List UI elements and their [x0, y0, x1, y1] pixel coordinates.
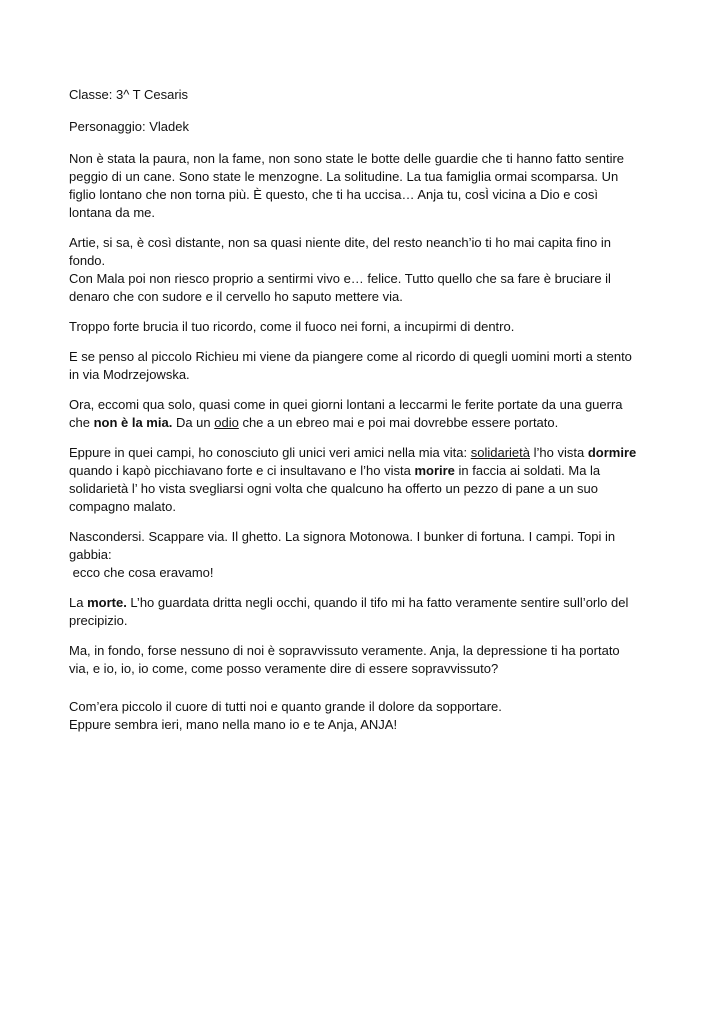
paragraph-8 — [69, 594, 661, 630]
p6-text-b: l’ho vista — [530, 445, 588, 460]
paragraph-3 — [69, 318, 661, 336]
p5-text-b: Da un — [172, 415, 215, 430]
p5-line-1: Ora, eccomi qua solo, quasi come in quei giorni lontani a leccarmi le ferite portate da una guerra — [69, 397, 623, 412]
paragraph-6 — [69, 444, 661, 516]
p1-line-2: peggio di un cane. Sono state le menzogne. La solitudine. La tua famiglia ormai scomparsa. Un — [69, 169, 619, 184]
p8-line-2: precipizio. — [69, 613, 128, 628]
p4-line-1: E se penso al piccolo Richieu mi viene da piangere come al ricordo di quegli uomini morti a stento — [69, 349, 632, 364]
p6-line-1 — [69, 444, 661, 462]
p7-line-3: ecco che cosa eravamo! — [69, 565, 214, 580]
paragraph-2 — [69, 234, 661, 306]
p6-underlined-word: solidarietà — [470, 445, 531, 460]
p8-text-la: La — [69, 595, 88, 610]
p2-line-3: Con Mala poi non riesco proprio a sentirmi vivo e… felice. Tutto quello che sa fare è bruciare il — [69, 271, 611, 286]
paragraph-4 — [69, 348, 661, 384]
character-line — [69, 118, 661, 136]
p1-line-1: Non è stata la paura, non la fame, non sono state le botte delle guardie che ti hanno fatto sentire — [69, 151, 625, 166]
p2-line-2: fondo. — [69, 253, 106, 268]
p9-line-2: via, e io, io, io come, come posso veramente dire di essere sopravvissuto? — [69, 661, 499, 676]
p1-line-3: figlio lontano che non torna più. È questo, che ti ha uccisa… Anja tu, cosÌ vicina a Dio e così — [69, 187, 598, 202]
p1-line-4: lontana da me. — [69, 205, 156, 220]
paragraph-9 — [69, 642, 661, 678]
class-label: Classe: 3^ T Cesaris — [69, 87, 189, 102]
p6-text-c: quando i kapò picchiavano forte e ci insultavano e l’ho vista — [69, 463, 415, 478]
document-page — [69, 86, 661, 746]
p7-line-1: Nascondersi. Scappare via. Il ghetto. La signora Motonowa. I bunker di fortuna. I campi. Topi in — [69, 529, 616, 544]
p5-text-a: che — [69, 415, 94, 430]
p9-line-1: Ma, in fondo, forse nessuno di noi è sopravvissuto veramente. Anja, la depressione ti ha portato — [69, 643, 620, 658]
p2-line-1: Artie, si sa, è così distante, non sa quasi niente dite, del resto neanch’io ti ho mai capita fino in — [69, 235, 611, 250]
paragraph-10 — [69, 698, 661, 734]
p6-line-2 — [69, 462, 661, 480]
paragraph-1 — [69, 150, 661, 222]
p6-line-4: compagno malato. — [69, 499, 176, 514]
p8-bold-morte: morte. — [87, 595, 127, 610]
p6-bold-dormire: dormire — [587, 445, 637, 460]
p2-line-4: denaro che con sudore e il cervello ho saputo mettere via. — [69, 289, 403, 304]
character-label: Personaggio: Vladek — [69, 119, 189, 134]
paragraph-7 — [69, 528, 661, 582]
paragraph-5 — [69, 396, 661, 432]
p10-line-1: Com’era piccolo il cuore di tutti noi e quanto grande il dolore da sopportare. — [69, 699, 502, 714]
p8-text-rest: L’ho guardata dritta negli occhi, quando il tifo mi ha fatto veramente sentire sull’orlo del — [126, 595, 629, 610]
p6-text-d: in faccia ai soldati. Ma la — [454, 463, 601, 478]
p5-text-c: che a un ebreo mai e poi mai dovrebbe essere portato. — [238, 415, 559, 430]
p8-line-1 — [69, 594, 661, 612]
p4-line-2: in via Modrzejowska. — [69, 367, 190, 382]
p10-line-2: Eppure sembra ieri, mano nella mano io e te Anja, ANJA! — [69, 717, 398, 732]
p5-line-2 — [69, 414, 661, 432]
p3-line-1: Troppo forte brucia il tuo ricordo, come il fuoco nei forni, a incupirmi di dentro. — [69, 319, 515, 334]
p5-bold-phrase: non è la mia. — [93, 415, 173, 430]
class-line — [69, 86, 661, 104]
p6-text-a: Eppure in quei campi, ho conosciuto gli unici veri amici nella mia vita: — [69, 445, 471, 460]
p6-bold-morire: morire — [414, 463, 455, 478]
p7-line-2: gabbia: — [69, 547, 112, 562]
p6-line-3: solidarietà l’ ho vista svegliarsi ogni volta che qualcuno ha offerto un pezzo di pane a un suo — [69, 481, 599, 496]
p5-underlined-word: odio — [214, 415, 239, 430]
